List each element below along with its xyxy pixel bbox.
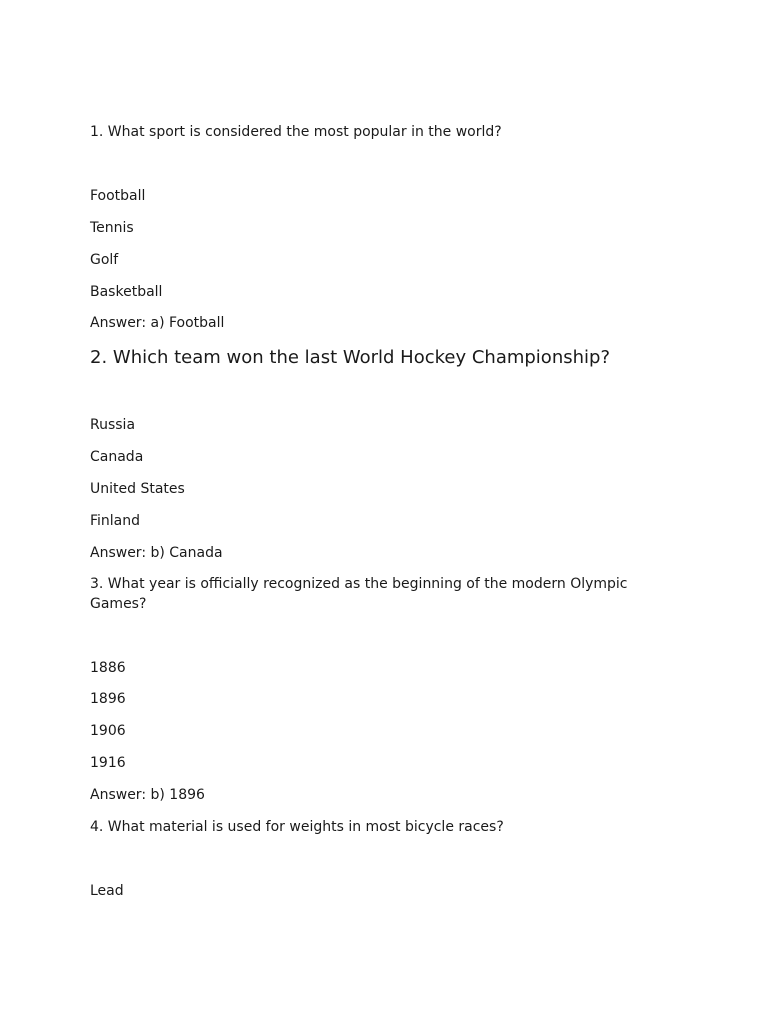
- question-2-option-4: Finland: [90, 513, 141, 529]
- question-1-option-4: Basketball: [90, 284, 163, 300]
- question-2-heading: 2. Which team won the last World Hockey Championship?: [90, 347, 610, 368]
- question-1-text: 1. What sport is considered the most popular in the world?: [90, 124, 502, 140]
- question-4-text: 4. What material is used for weights in most bicycle races?: [90, 819, 504, 835]
- question-1-answer: Answer: a) Football: [90, 315, 225, 331]
- question-2-option-2: Canada: [90, 449, 144, 465]
- question-3-option-1: 1886: [90, 660, 126, 676]
- question-3-option-3: 1906: [90, 723, 126, 739]
- question-2-option-3: United States: [90, 481, 185, 497]
- question-1-option-1: Football: [90, 188, 146, 204]
- question-2-option-1: Russia: [90, 417, 136, 433]
- question-3-option-4: 1916: [90, 755, 126, 771]
- question-2-answer: Answer: b) Canada: [90, 545, 223, 561]
- question-3-option-2: 1896: [90, 691, 126, 707]
- question-3-text: 3. What year is officially recognized as the beginning of the modern Olympic Games?: [90, 576, 628, 612]
- question-1-option-2: Tennis: [90, 220, 134, 236]
- question-3-answer: Answer: b) 1896: [90, 787, 205, 803]
- question-4-option-1: Lead: [90, 883, 124, 899]
- question-1-option-3: Golf: [90, 252, 119, 268]
